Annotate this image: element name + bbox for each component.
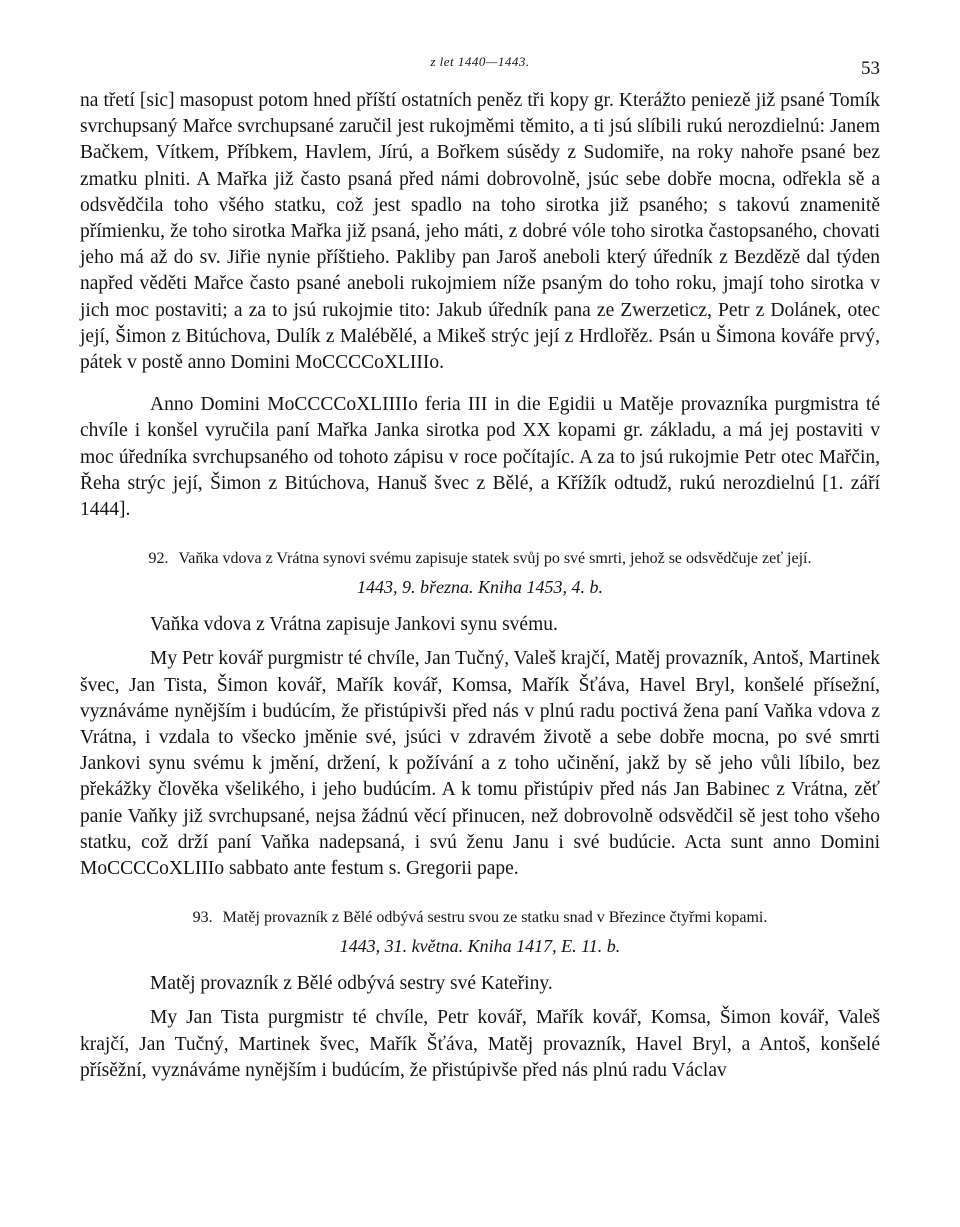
entry-number: 93. (192, 909, 213, 927)
continuation-paragraph: na třetí [sic] masopust potom hned příští ostatních peněz tři kopy gr. Kterážto peniezě již psané Tomík svrchupsaný Mařce svrchupsané zaručil jest rukojměmi těmito, a ti jsú slíbili rukú nerozdielnú: Janem Bačkem, Vítkem, Příbkem, Havlem, Jírú, a Bořkem súsědy z Sudomiře, na roky nahoře psané bez zmatku plniti. A Mařka již často psaná před námi dobrovolně, jsúc sebe dobře mocna, odřekla sě a odsvědčila toho všého statku, což jest spadlo na toho sirotka již psaného; s takovú znamenitě přímienku, že toho sirotka Mařka již psaná, jeho máti, z dobré vóle toho sirotka častopsaného, chovati jeho má až do sv. Jiřie nynie příštieho. Pakliby pan Jaroš aneboli který úředník z Bezdězě dal týden napřed věděti Mařce často psané aneboli rukojmiem níže psaným do toho roku, jmají toho sirotka v jich moc postaviti; a za to jsú rukojmie tito: Jakub úředník pana ze Zwerzeticz, Petr z Dolánek, otec její, Šimon z Bitúchova, Dulík z Malébělé, a Mikeš strýc její z Hrdlořěz. Psán u Šimona kováře prvý, pátek v postě anno Domini MoCCCCoXLIIIo. (80, 90, 880, 374)
entry-heading (80, 906, 880, 930)
entry-93 (80, 906, 880, 1084)
document-page (80, 50, 880, 1084)
entry-title: Vaňka vdova z Vrátna synovi svému zapisuje statek svůj po své smrti, jehož se odsvědčuje zeť její. (178, 550, 812, 568)
running-header (80, 50, 880, 88)
addendum-paragraph: Anno Domini MoCCCCoXLIIIIo feria III in die Egidii u Matěje provazníka purgmistra té chvíle i konšel vyručila paní Mařka Janka sirotka pod XX kopami gr. základu, a má jej postaviti v moc úředníka svrchupsaného od tohoto zápisu v roce počítajíc. A za to jsú rukojmie Petr otec Mařčin, Řeha strýc její, Šimon z Bitúchova, Hanuš švec z Bělé, a Křížík odtudž, rukú nerozdielnú [1. září 1444]. (80, 394, 880, 521)
entry-title: Matěj provazník z Bělé odbývá sestru svou ze statku snad v Březince čtyřmi kopami. (222, 909, 768, 927)
entry-source-citation: 1443, 9. března. Kniha 1453, 4. b. (356, 577, 603, 598)
entry-summary: Matěj provazník z Bělé odbývá sestry své Kateřiny. (150, 973, 553, 995)
entry-text: My Petr kovář purgmistr té chvíle, Jan Tučný, Valeš krajčí, Matěj provazník, Antoš, Martinek švec, Jan Tista, Šimon kovář, Mařík kovář, Komsa, Mařík Šťáva, Havel Bryl, konšelé přísežní, vyznáváme nynějším i budúcím, že přistúpivši před nás v plnú radu poctivá žena paní Vaňka vdova z Vrátna, i vzdala to všecko jměnie své, jsúci v zdravém životě a sebe dobře mocna, po své smrti Jankovi synu svému k jmění, držení, k požívání a z toho učinění, jakž by sě jeho vůli líbilo, bez překážky člověka všelikého, i jeho budúcím. A k tomu přistúpiv před nás Jan Babinec z Vrátna, zěť panie Vaňky již svrchupsané, nejsa žádnú věcí přinucen, než dobrovolně odsvědčil sě jest toho všeho statku, což drží paní Vaňka nadepsaná, i svú ženu Janu i své budúcie. Acta sunt anno Domini MoCCCCoXLIIIo sabbato ante festum s. Gregorii pape. (80, 648, 880, 880)
entry-text: My Jan Tista purgmistr té chvíle, Petr kovář, Mařík kovář, Komsa, Šimon kovář, Valeš krajčí, Jan Tučný, Martinek švec, Mařík Šťáva, Matěj provazník, Havel Bryl, a Antoš, konšelé přísěžní, vyznáváme nynějším i budúcím, že přistúpivše před nás plnú radu Václav (80, 1007, 880, 1081)
page-number: 53 (861, 58, 880, 79)
entry-number: 92. (148, 550, 169, 568)
entry-heading (80, 547, 880, 571)
entry-92 (80, 547, 880, 882)
running-title: z let 1440—1443. (430, 54, 530, 69)
entry-source-citation: 1443, 31. května. Kniha 1417, E. 11. b. (339, 936, 621, 957)
entry-summary: Vaňka vdova z Vrátna zapisuje Jankovi synu svému. (150, 614, 558, 636)
